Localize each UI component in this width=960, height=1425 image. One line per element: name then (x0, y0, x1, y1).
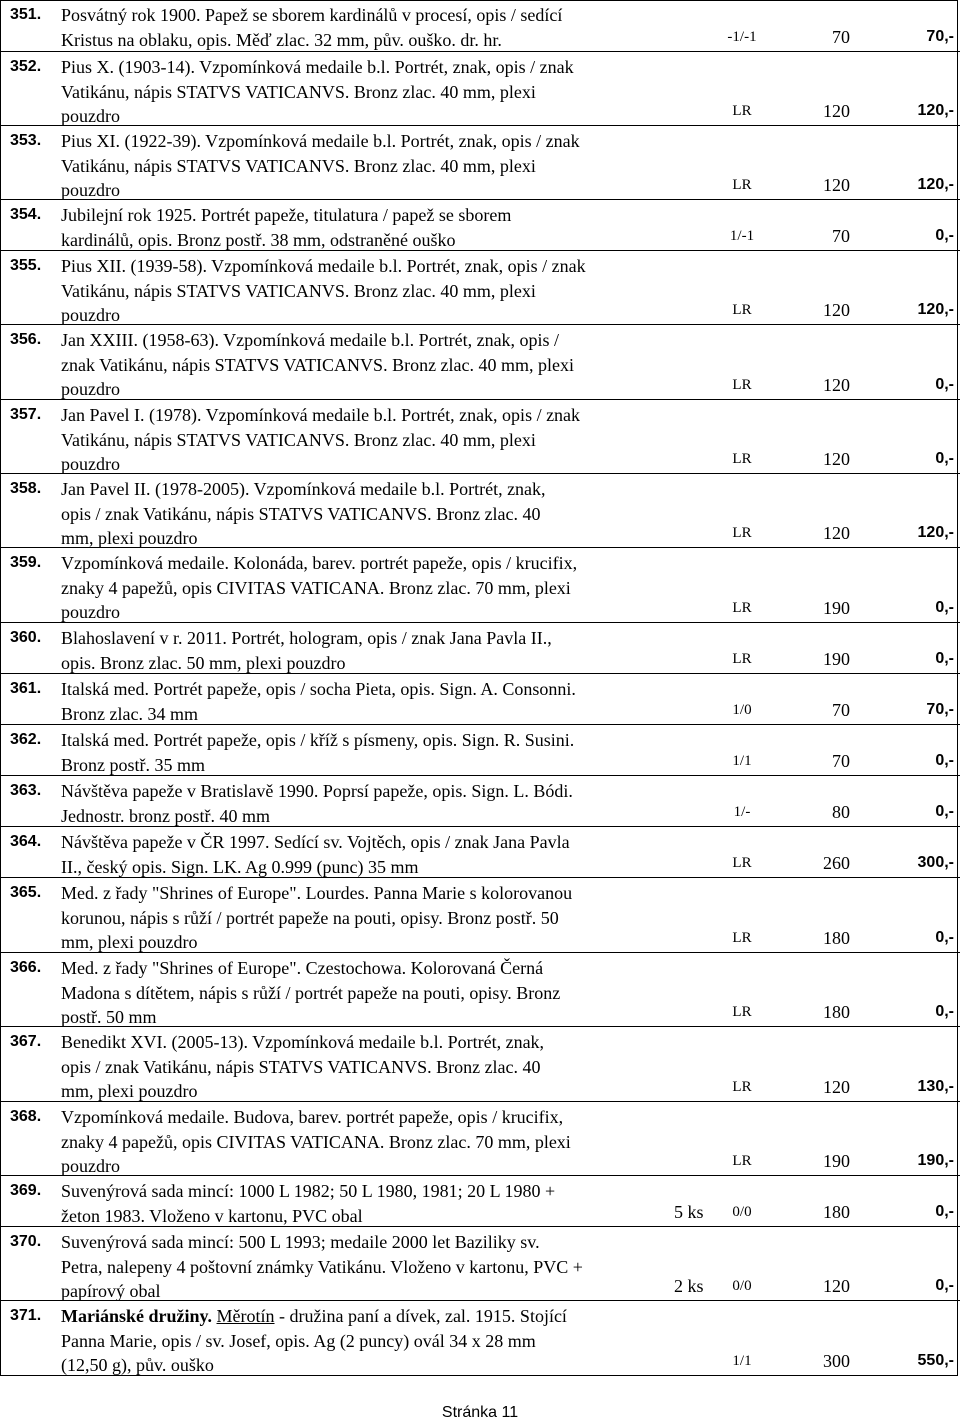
item-number: 359. (10, 554, 42, 571)
item-description: Italská med. Portrét papeže, opis / kříž s písmeny, opis. Sign. R. Susini. Bronz postř. 35 mm (61, 730, 575, 775)
catalog-item (0, 953, 960, 1027)
item-description: Mariánské družiny. Měrotín - družina paní a dívek, zal. 1915. Stojící Panna Marie, opis / sv. Josef, opis. Ag (2 puncy) ovál 34 x 28 mm (12,50 g), pův. ouško (61, 1306, 567, 1375)
item-number: 361. (10, 680, 42, 697)
item-number: 363. (10, 782, 42, 799)
item-description: Med. z řady "Shrines of Europe". Czestochowa. Kolorovaná Černá Madona s dítětem, nápis s růží / portrét papeže na pouti, opisy. Bronz postř. 50 mm (61, 958, 561, 1027)
item-estimate: 70 (832, 700, 850, 720)
item-description: Návštěva papeže v Bratislavě 1990. Poprsí papeže, opis. Sign. L. Bódi. Jednostr. bronz postř. 40 mm (61, 781, 573, 826)
item-number: 354. (10, 206, 42, 223)
item-description: Pius X. (1903-14). Vzpomínková medaile b.l. Portrét, znak, opis / znak Vatikánu, nápis STATVS VATICANVS. Bronz zlac. 40 mm, plexi pouzdro (61, 57, 574, 126)
item-result: 0,- (935, 376, 954, 393)
item-grade: LR (732, 651, 752, 667)
item-estimate: 190 (823, 649, 850, 669)
item-description: Jan Pavel II. (1978-2005). Vzpomínková medaile b.l. Portrét, znak, opis / znak Vatikánu, nápis STATVS VATICANVS. Bronz zlac. 40 mm, plexi pouzdro (61, 479, 546, 548)
item-result: 120,- (917, 301, 954, 318)
item-grade: 1/1 (732, 1353, 752, 1369)
item-description: Jan Pavel I. (1978). Vzpomínková medaile b.l. Portrét, znak, opis / znak Vatikánu, nápis STATVS VATICANVS. Bronz zlac. 40 mm, plexi pouzdro (61, 405, 581, 474)
item-quantity: 5 ks (674, 1202, 704, 1222)
item-result: 300,- (917, 854, 954, 871)
item-grade: 0/0 (732, 1204, 752, 1220)
item-description: Blahoslavení v r. 2011. Portrét, hologram, opis / znak Jana Pavla II., opis. Bronz zlac. 50 mm, plexi pouzdro (61, 628, 552, 673)
catalog-item (0, 325, 960, 400)
item-estimate: 120 (823, 375, 850, 395)
catalog-item (0, 200, 960, 251)
item-estimate: 70 (832, 27, 850, 47)
catalog-item (0, 1102, 960, 1176)
item-estimate: 300 (823, 1351, 850, 1371)
item-description: Italská med. Portrét papeže, opis / socha Pieta, opis. Sign. A. Consonni. Bronz zlac. 34 mm (61, 679, 576, 724)
item-grade: LR (732, 525, 752, 541)
catalog-item (0, 1227, 960, 1301)
catalog-item (0, 1176, 960, 1227)
item-grade: LR (732, 1153, 752, 1169)
catalog-item (0, 474, 960, 548)
catalog-item (0, 126, 960, 200)
item-description: Pius XII. (1939-58). Vzpomínková medaile b.l. Portrét, znak, opis / znak Vatikánu, nápis STATVS VATICANVS. Bronz zlac. 40 mm, plexi pouzdro (61, 256, 586, 325)
item-number: 369. (10, 1182, 42, 1199)
item-result: 0,- (935, 1277, 954, 1294)
item-estimate: 120 (823, 449, 850, 469)
item-grade: 0/0 (732, 1278, 752, 1294)
item-number: 353. (10, 132, 42, 149)
item-grade: LR (732, 377, 752, 393)
item-estimate: 70 (832, 226, 850, 246)
item-description: Suvenýrová sada mincí: 500 L 1993; medaile 2000 let Baziliky sv. Petra, nalepeny 4 poštovní známky Vatikánu. Vloženo v kartonu, PVC + papírový obal (61, 1232, 583, 1301)
item-estimate: 190 (823, 1151, 850, 1171)
item-grade: 1/0 (732, 702, 752, 718)
item-grade: LR (732, 930, 752, 946)
item-result: 120,- (917, 524, 954, 541)
catalog-item (0, 827, 960, 878)
item-grade: -1/-1 (727, 29, 757, 45)
item-result: 0,- (935, 650, 954, 667)
item-number: 357. (10, 406, 42, 423)
item-result: 0,- (935, 450, 954, 467)
item-description: Pius XI. (1922-39). Vzpomínková medaile b.l. Portrét, znak, opis / znak Vatikánu, nápis STATVS VATICANVS. Bronz zlac. 40 mm, plexi pouzdro (61, 131, 580, 200)
catalog-item (0, 725, 960, 776)
catalog-item (0, 548, 960, 623)
item-estimate: 70 (832, 751, 850, 771)
item-description: Jan XXIII. (1958-63). Vzpomínková medaile b.l. Portrét, znak, opis / znak Vatikánu, nápis STATVS VATICANVS. Bronz zlac. 40 mm, plexi pouzdro (61, 330, 575, 399)
catalog-item (0, 674, 960, 725)
item-result: 0,- (935, 752, 954, 769)
item-description: Suvenýrová sada mincí: 1000 L 1982; 50 L 1980, 1981; 20 L 1980 + žeton 1983. Vloženo v kartonu, PVC obal (61, 1181, 556, 1226)
item-description-place: Měrotín (216, 1306, 275, 1326)
item-grade: LR (732, 1004, 752, 1020)
item-number: 356. (10, 331, 42, 348)
item-grade: 1/1 (732, 753, 752, 769)
item-estimate: 120 (823, 523, 850, 543)
item-estimate: 180 (823, 928, 850, 948)
catalog-item (0, 1301, 960, 1376)
item-result: 0,- (935, 599, 954, 616)
catalog-item (0, 52, 960, 126)
item-number: 351. (10, 6, 42, 23)
item-estimate: 260 (823, 853, 850, 873)
item-number: 364. (10, 833, 42, 850)
item-estimate: 190 (823, 598, 850, 618)
item-grade: LR (732, 1079, 752, 1095)
item-description: Posvátný rok 1900. Papež se sborem kardinálů v procesí, opis / sedící Kristus na oblaku, opis. Měď zlac. 32 mm, pův. ouško. dr. hr. (61, 5, 563, 50)
item-description: Vzpomínková medaile. Budova, barev. portrét papeže, opis / krucifix, znaky 4 papežů, opis CIVITAS VATICANA. Bronz zlac. 70 mm, plexi pouzdro (61, 1107, 571, 1176)
item-number: 355. (10, 257, 42, 274)
item-description: Jubilejní rok 1925. Portrét papeže, titulatura / papež se sborem kardinálů, opis. Bronz postř. 38 mm, odstraněné ouško (61, 205, 512, 250)
item-number: 366. (10, 959, 42, 976)
item-grade: LR (732, 855, 752, 871)
catalog-item (0, 251, 960, 325)
item-estimate: 180 (823, 1202, 850, 1222)
item-result: 120,- (917, 102, 954, 119)
item-number: 360. (10, 629, 42, 646)
item-estimate: 120 (823, 1077, 850, 1097)
item-estimate: 120 (823, 1276, 850, 1296)
item-grade: 1/-1 (729, 228, 755, 244)
item-result: 120,- (917, 176, 954, 193)
catalog-item (0, 878, 960, 953)
item-description: Návštěva papeže v ČR 1997. Sedící sv. Vojtěch, opis / znak Jana Pavla II., český opis. Sign. LK. Ag 0.999 (punc) 35 mm (61, 832, 570, 877)
catalog-item (0, 623, 960, 674)
item-grade: LR (732, 451, 752, 467)
item-grade: LR (732, 600, 752, 616)
item-result: 0,- (935, 1203, 954, 1220)
page-footer: Stránka 11 (441, 1404, 519, 1421)
item-estimate: 180 (823, 1002, 850, 1022)
item-estimate: 80 (832, 802, 850, 822)
item-description: Med. z řady "Shrines of Europe". Lourdes. Panna Marie s kolorovanou korunou, nápis s růží / portrét papeže na pouti, opisy. Bronz postř. 50 mm, plexi pouzdro (61, 883, 573, 952)
item-number: 367. (10, 1033, 42, 1050)
item-result: 0,- (935, 803, 954, 820)
item-grade: LR (732, 103, 752, 119)
catalog-item (0, 1027, 960, 1102)
item-number: 358. (10, 480, 42, 497)
item-description-bold: Mariánské družiny. (61, 1306, 213, 1326)
item-grade: 1/- (733, 804, 751, 820)
item-description: Vzpomínková medaile. Kolonáda, barev. portrét papeže, opis / krucifix, znaky 4 papežů, opis CIVITAS VATICANA. Bronz zlac. 70 mm, plexi pouzdro (61, 553, 578, 622)
item-result: 0,- (935, 227, 954, 244)
item-result: 130,- (917, 1078, 954, 1095)
item-number: 370. (10, 1233, 42, 1250)
item-number: 352. (10, 58, 42, 75)
item-estimate: 120 (823, 175, 850, 195)
catalog-item (0, 776, 960, 827)
item-estimate: 120 (823, 300, 850, 320)
item-number: 368. (10, 1108, 42, 1125)
item-number: 365. (10, 884, 42, 901)
item-estimate: 120 (823, 101, 850, 121)
item-description: Benedikt XVI. (2005-13). Vzpomínková medaile b.l. Portrét, znak, opis / znak Vatikánu, nápis STATVS VATICANVS. Bronz zlac. 40 mm, plexi pouzdro (61, 1032, 545, 1101)
item-number: 362. (10, 731, 42, 748)
item-grade: LR (732, 302, 752, 318)
item-result: 70,- (926, 28, 954, 45)
item-result: 0,- (935, 929, 954, 946)
item-result: 0,- (935, 1003, 954, 1020)
item-quantity: 2 ks (674, 1276, 704, 1296)
item-grade: LR (732, 177, 752, 193)
item-result: 190,- (917, 1152, 954, 1169)
item-result: 550,- (917, 1352, 954, 1369)
item-result: 70,- (926, 701, 954, 718)
catalog-item (0, 0, 960, 52)
catalog-item (0, 400, 960, 474)
item-number: 371. (10, 1307, 42, 1324)
